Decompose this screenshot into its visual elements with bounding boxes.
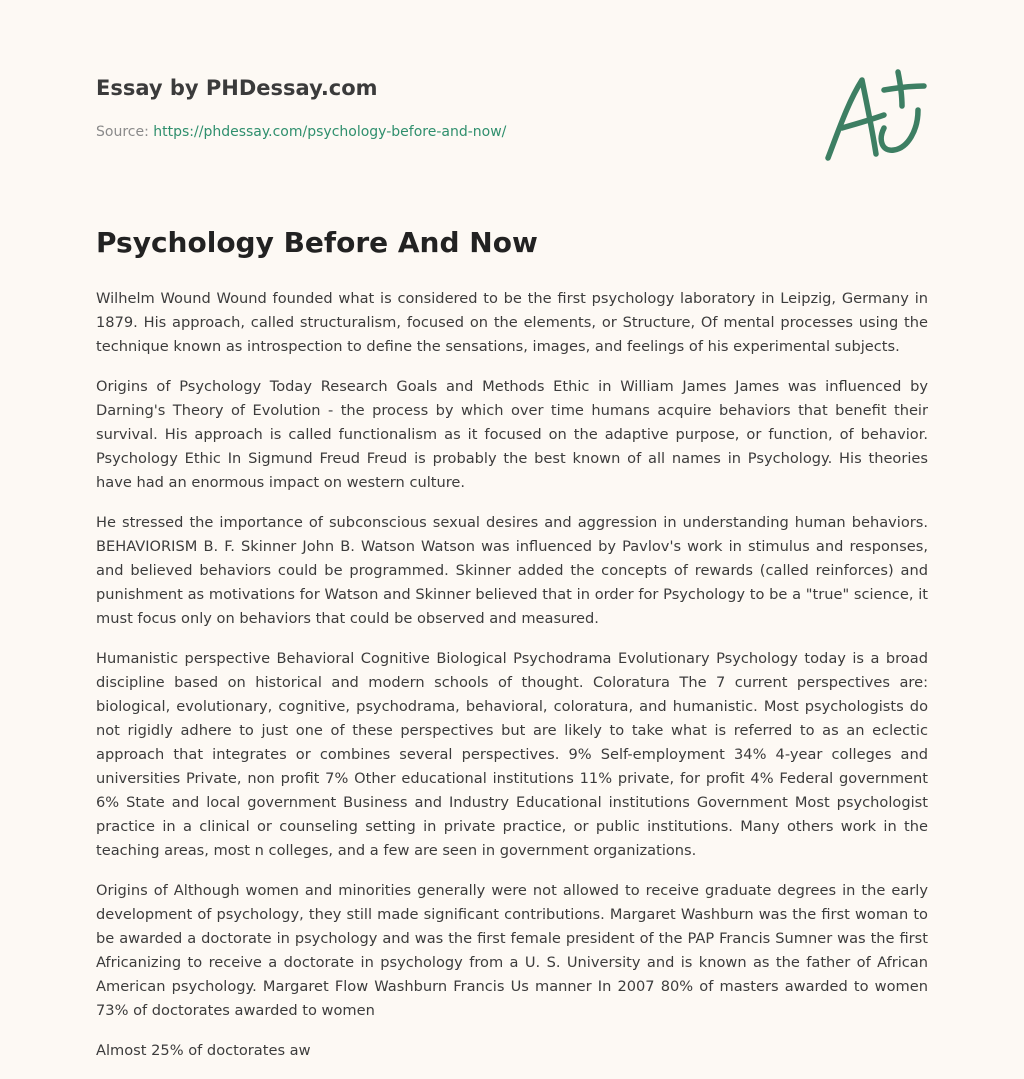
- site-brand: Essay by PHDessay.com: [96, 76, 378, 100]
- source-line: [96, 124, 506, 140]
- source-link[interactable]: https://phdessay.com/psychology-before-and-now/: [153, 124, 507, 140]
- essay-paragraph: Origins of Although women and minorities generally were not allowed to receive graduate degrees in the early development of psychology, they still made significant contributions. Margaret Washburn was the first woman to be awarded a doctorate in psychology and was the first female president of the PAP Francis Sumner was the first Africanizing to receive a doctorate in psychology from a U. S. University and is known as the father of African American psychology. Margaret Flow Washburn Francis Us manner In 2007 80% of masters awarded to women 73% of doctorates awarded to women: [96, 882, 928, 1019]
- essay-paragraph: He stressed the importance of subconscious sexual desires and aggression in understanding human behaviors. BEHAVIORISM B. F. Skinner John B. Watson Watson was influenced by Pavlov's work in stimulus and responses, and believed behaviors could be programmed. Skinner added the concepts of rewards (called reinforces) and punishment as motivations for Watson and Skinner believed that in order for Psychology to be a "true" science, it must focus only on behaviors that could be observed and measured.: [96, 514, 928, 627]
- source-label: Source:: [96, 124, 154, 140]
- essay-body: [96, 287, 928, 1079]
- essay-paragraph: Almost 25% of doctorates aw: [96, 1042, 311, 1059]
- essay-paragraph: Wilhelm Wound Wound founded what is considered to be the first psychology laboratory in Leipzig, Germany in 1879. His approach, called structuralism, focused on the elements, or Structure, Of mental processes using the technique known as introspection to define the sensations, images, and feelings of his experimental subjects.: [96, 290, 928, 355]
- essay-title: Psychology Before And Now: [96, 226, 538, 259]
- a-plus-logo-icon: [822, 66, 932, 166]
- essay-paragraph: Humanistic perspective Behavioral Cognitive Biological Psychodrama Evolutionary Psychology today is a broad discipline based on historical and modern schools of thought. Coloratura The 7 current perspectives are: biological, evolutionary, cognitive, psychodrama, behavioral, coloratura, and humanistic. Most psychologists do not rigidly adhere to just one of these perspectives but are likely to take what is referred to as an eclectic approach that integrates or combines several perspectives. 9% Self-employment 34% 4-year colleges and universities Private, non profit 7% Other educational institutions 11% private, for profit 4% Federal government 6% State and local government Business and Industry Educational institutions Government Most psychologist practice in a clinical or counseling setting in private practice, or public institutions. Many others work in the teaching areas, most n colleges, and a few are seen in government organizations.: [96, 650, 928, 859]
- essay-paragraph: Origins of Psychology Today Research Goals and Methods Ethic in William James James was influenced by Darning's Theory of Evolution - the process by which over time humans acquire behaviors that benefit their survival. His approach is called functionalism as it focused on the adaptive purpose, or function, of behavior. Psychology Ethic In Sigmund Freud Freud is probably the best known of all names in Psychology. His theories have had an enormous impact on western culture.: [96, 378, 928, 491]
